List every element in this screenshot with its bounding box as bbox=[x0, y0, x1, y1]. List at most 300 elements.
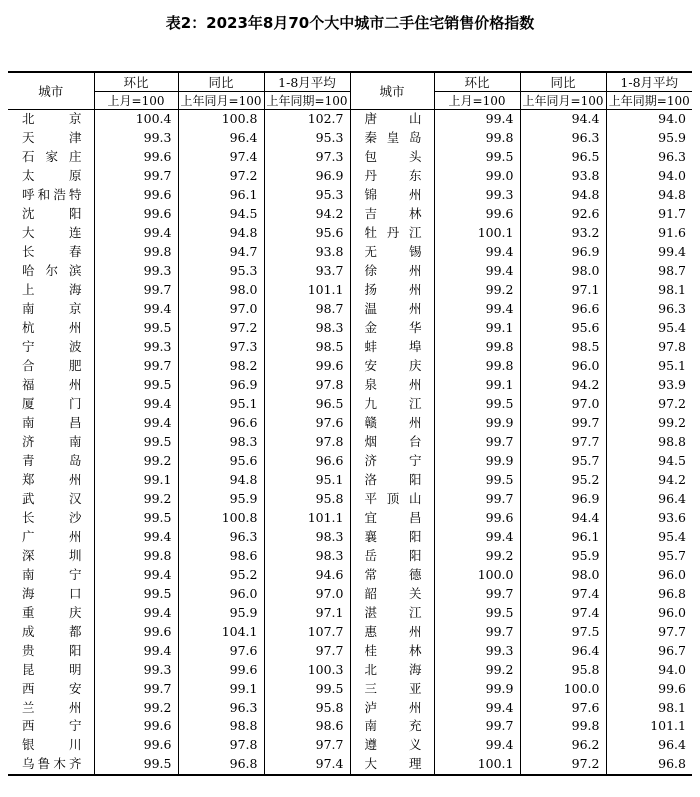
mom-value-left: 99.2 bbox=[94, 489, 178, 508]
city-name-right: 丹 东 bbox=[350, 167, 434, 186]
city-name-right: 烟 台 bbox=[350, 432, 434, 451]
city-name-left: 武 汉 bbox=[8, 489, 94, 508]
avg-value-right: 93.6 bbox=[606, 508, 692, 527]
mom-value-left: 99.8 bbox=[94, 546, 178, 565]
avg-value-left: 101.1 bbox=[264, 281, 350, 300]
yoy-value-left: 96.6 bbox=[178, 414, 264, 433]
yoy-value-left: 95.9 bbox=[178, 603, 264, 622]
mom-value-left: 99.6 bbox=[94, 736, 178, 755]
mom-value-left: 99.4 bbox=[94, 641, 178, 660]
city-name-left: 长 沙 bbox=[8, 508, 94, 527]
mom-value-left: 99.3 bbox=[94, 129, 178, 148]
avg-value-left: 97.6 bbox=[264, 414, 350, 433]
avg-value-left: 94.6 bbox=[264, 565, 350, 584]
mom-value-left: 99.7 bbox=[94, 167, 178, 186]
mom-value-right: 99.2 bbox=[434, 660, 520, 679]
yoy-value-left: 98.2 bbox=[178, 357, 264, 376]
header-avg-base-right: 上年同期=100 bbox=[606, 92, 692, 110]
city-name-right: 三 亚 bbox=[350, 679, 434, 698]
yoy-value-left: 97.8 bbox=[178, 736, 264, 755]
mom-value-left: 99.5 bbox=[94, 584, 178, 603]
table-row bbox=[8, 755, 692, 775]
city-name-right: 包 头 bbox=[350, 148, 434, 167]
city-name-left: 杭 州 bbox=[8, 319, 94, 338]
table-row bbox=[8, 451, 692, 470]
mom-value-left: 99.4 bbox=[94, 414, 178, 433]
header-mom-left: 环比 bbox=[94, 72, 178, 92]
avg-value-right: 95.1 bbox=[606, 357, 692, 376]
yoy-value-right: 96.4 bbox=[520, 641, 606, 660]
yoy-value-left: 96.3 bbox=[178, 698, 264, 717]
header-mom-base-left: 上月=100 bbox=[94, 92, 178, 110]
mom-value-right: 99.0 bbox=[434, 167, 520, 186]
mom-value-left: 99.7 bbox=[94, 679, 178, 698]
yoy-value-left: 100.8 bbox=[178, 110, 264, 129]
avg-value-left: 95.8 bbox=[264, 698, 350, 717]
header-mom-base-right: 上月=100 bbox=[434, 92, 520, 110]
yoy-value-right: 92.6 bbox=[520, 205, 606, 224]
mom-value-right: 99.9 bbox=[434, 414, 520, 433]
city-name-left: 成 都 bbox=[8, 622, 94, 641]
yoy-value-right: 97.7 bbox=[520, 432, 606, 451]
mom-value-left: 99.5 bbox=[94, 376, 178, 395]
city-name-right: 赣 州 bbox=[350, 414, 434, 433]
city-name-left: 银 川 bbox=[8, 736, 94, 755]
mom-value-right: 99.5 bbox=[434, 470, 520, 489]
yoy-value-right: 97.6 bbox=[520, 698, 606, 717]
city-name-right: 九 江 bbox=[350, 395, 434, 414]
avg-value-right: 96.7 bbox=[606, 641, 692, 660]
mom-value-right: 99.7 bbox=[434, 432, 520, 451]
city-name-left: 石家庄 bbox=[8, 148, 94, 167]
avg-value-right: 94.8 bbox=[606, 186, 692, 205]
city-name-left: 广 州 bbox=[8, 527, 94, 546]
yoy-value-right: 97.4 bbox=[520, 584, 606, 603]
city-name-right: 扬 州 bbox=[350, 281, 434, 300]
mom-value-left: 99.2 bbox=[94, 698, 178, 717]
yoy-value-right: 94.4 bbox=[520, 110, 606, 129]
mom-value-left: 99.6 bbox=[94, 622, 178, 641]
mom-value-left: 99.1 bbox=[94, 470, 178, 489]
yoy-value-right: 96.2 bbox=[520, 736, 606, 755]
mom-value-left: 99.6 bbox=[94, 717, 178, 736]
yoy-value-left: 94.8 bbox=[178, 470, 264, 489]
yoy-value-left: 95.6 bbox=[178, 451, 264, 470]
city-name-left: 福 州 bbox=[8, 376, 94, 395]
mom-value-left: 99.5 bbox=[94, 508, 178, 527]
yoy-value-left: 94.5 bbox=[178, 205, 264, 224]
avg-value-right: 94.0 bbox=[606, 110, 692, 129]
city-name-right: 济 宁 bbox=[350, 451, 434, 470]
table-row bbox=[8, 319, 692, 338]
table-row bbox=[8, 300, 692, 319]
table-row bbox=[8, 508, 692, 527]
table-row bbox=[8, 660, 692, 679]
table-row bbox=[8, 698, 692, 717]
yoy-value-right: 95.6 bbox=[520, 319, 606, 338]
city-name-right: 唐 山 bbox=[350, 110, 434, 129]
city-name-right: 温 州 bbox=[350, 300, 434, 319]
mom-value-right: 99.2 bbox=[434, 281, 520, 300]
header-avg-base-left: 上年同期=100 bbox=[264, 92, 350, 110]
yoy-value-left: 97.0 bbox=[178, 300, 264, 319]
city-name-left: 济 南 bbox=[8, 432, 94, 451]
city-name-right: 无 锡 bbox=[350, 243, 434, 262]
table-row bbox=[8, 584, 692, 603]
avg-value-left: 97.1 bbox=[264, 603, 350, 622]
yoy-value-right: 94.8 bbox=[520, 186, 606, 205]
yoy-value-right: 97.2 bbox=[520, 755, 606, 775]
avg-value-left: 95.6 bbox=[264, 224, 350, 243]
yoy-value-right: 93.8 bbox=[520, 167, 606, 186]
avg-value-left: 97.7 bbox=[264, 641, 350, 660]
mom-value-right: 99.7 bbox=[434, 584, 520, 603]
avg-value-right: 93.9 bbox=[606, 376, 692, 395]
city-name-left: 昆 明 bbox=[8, 660, 94, 679]
avg-value-right: 96.4 bbox=[606, 736, 692, 755]
table-row bbox=[8, 243, 692, 262]
mom-value-left: 99.4 bbox=[94, 603, 178, 622]
yoy-value-right: 93.2 bbox=[520, 224, 606, 243]
city-name-right: 遵 义 bbox=[350, 736, 434, 755]
yoy-value-left: 97.6 bbox=[178, 641, 264, 660]
mom-value-left: 99.4 bbox=[94, 224, 178, 243]
city-name-right: 蚌 埠 bbox=[350, 338, 434, 357]
mom-value-left: 99.2 bbox=[94, 451, 178, 470]
city-name-left: 海 口 bbox=[8, 584, 94, 603]
yoy-value-right: 94.2 bbox=[520, 376, 606, 395]
city-name-left: 西 安 bbox=[8, 679, 94, 698]
yoy-value-right: 96.0 bbox=[520, 357, 606, 376]
table-row bbox=[8, 224, 692, 243]
yoy-value-left: 96.1 bbox=[178, 186, 264, 205]
mom-value-left: 99.5 bbox=[94, 432, 178, 451]
mom-value-right: 99.8 bbox=[434, 129, 520, 148]
city-name-left: 厦 门 bbox=[8, 395, 94, 414]
avg-value-right: 96.3 bbox=[606, 300, 692, 319]
city-name-right: 岳 阳 bbox=[350, 546, 434, 565]
avg-value-right: 99.4 bbox=[606, 243, 692, 262]
avg-value-right: 91.7 bbox=[606, 205, 692, 224]
yoy-value-left: 94.8 bbox=[178, 224, 264, 243]
avg-value-right: 91.6 bbox=[606, 224, 692, 243]
mom-value-right: 99.5 bbox=[434, 603, 520, 622]
avg-value-left: 95.3 bbox=[264, 186, 350, 205]
mom-value-right: 99.1 bbox=[434, 376, 520, 395]
mom-value-right: 100.0 bbox=[434, 565, 520, 584]
city-name-left: 太 原 bbox=[8, 167, 94, 186]
mom-value-right: 99.5 bbox=[434, 148, 520, 167]
yoy-value-right: 96.3 bbox=[520, 129, 606, 148]
table-row bbox=[8, 357, 692, 376]
mom-value-left: 99.3 bbox=[94, 338, 178, 357]
city-name-left: 宁 波 bbox=[8, 338, 94, 357]
avg-value-right: 95.7 bbox=[606, 546, 692, 565]
table-row bbox=[8, 546, 692, 565]
mom-value-right: 99.1 bbox=[434, 319, 520, 338]
table-row bbox=[8, 148, 692, 167]
avg-value-right: 96.0 bbox=[606, 565, 692, 584]
yoy-value-left: 98.0 bbox=[178, 281, 264, 300]
avg-value-right: 99.6 bbox=[606, 679, 692, 698]
city-name-right: 北 海 bbox=[350, 660, 434, 679]
yoy-value-left: 98.8 bbox=[178, 717, 264, 736]
mom-value-right: 99.8 bbox=[434, 338, 520, 357]
yoy-value-right: 98.0 bbox=[520, 565, 606, 584]
avg-value-right: 96.8 bbox=[606, 584, 692, 603]
yoy-value-left: 96.0 bbox=[178, 584, 264, 603]
avg-value-right: 96.8 bbox=[606, 755, 692, 775]
header-city-right: 城市 bbox=[350, 72, 434, 110]
avg-value-right: 98.7 bbox=[606, 262, 692, 281]
mom-value-left: 99.7 bbox=[94, 357, 178, 376]
avg-value-right: 94.2 bbox=[606, 470, 692, 489]
avg-value-left: 98.3 bbox=[264, 319, 350, 338]
avg-value-left: 93.8 bbox=[264, 243, 350, 262]
table-row bbox=[8, 603, 692, 622]
yoy-value-right: 98.5 bbox=[520, 338, 606, 357]
mom-value-right: 99.6 bbox=[434, 508, 520, 527]
mom-value-right: 99.9 bbox=[434, 451, 520, 470]
avg-value-left: 96.9 bbox=[264, 167, 350, 186]
city-name-left: 兰 州 bbox=[8, 698, 94, 717]
table-body bbox=[8, 110, 692, 775]
yoy-value-left: 95.2 bbox=[178, 565, 264, 584]
city-name-left: 南 昌 bbox=[8, 414, 94, 433]
city-name-left: 呼和浩特 bbox=[8, 186, 94, 205]
yoy-value-left: 97.2 bbox=[178, 319, 264, 338]
avg-value-left: 101.1 bbox=[264, 508, 350, 527]
header-avg-right: 1-8月平均 bbox=[606, 72, 692, 92]
table-row bbox=[8, 167, 692, 186]
city-name-left: 天 津 bbox=[8, 129, 94, 148]
avg-value-left: 98.5 bbox=[264, 338, 350, 357]
table-row bbox=[8, 338, 692, 357]
city-name-left: 深 圳 bbox=[8, 546, 94, 565]
city-name-left: 长 春 bbox=[8, 243, 94, 262]
city-name-left: 贵 阳 bbox=[8, 641, 94, 660]
city-name-left: 沈 阳 bbox=[8, 205, 94, 224]
avg-value-left: 96.5 bbox=[264, 395, 350, 414]
yoy-value-left: 95.9 bbox=[178, 489, 264, 508]
mom-value-right: 99.4 bbox=[434, 736, 520, 755]
yoy-value-right: 96.5 bbox=[520, 148, 606, 167]
table-row bbox=[8, 376, 692, 395]
city-name-left: 上 海 bbox=[8, 281, 94, 300]
mom-value-right: 99.4 bbox=[434, 243, 520, 262]
avg-value-right: 95.4 bbox=[606, 319, 692, 338]
city-name-right: 惠 州 bbox=[350, 622, 434, 641]
yoy-value-left: 94.7 bbox=[178, 243, 264, 262]
mom-value-left: 99.3 bbox=[94, 262, 178, 281]
mom-value-right: 99.4 bbox=[434, 262, 520, 281]
table-row bbox=[8, 395, 692, 414]
avg-value-right: 98.8 bbox=[606, 432, 692, 451]
yoy-value-right: 94.4 bbox=[520, 508, 606, 527]
table-row bbox=[8, 262, 692, 281]
city-name-left: 郑 州 bbox=[8, 470, 94, 489]
avg-value-left: 95.1 bbox=[264, 470, 350, 489]
city-name-right: 锦 州 bbox=[350, 186, 434, 205]
yoy-value-left: 99.6 bbox=[178, 660, 264, 679]
city-name-left: 青 岛 bbox=[8, 451, 94, 470]
city-name-right: 常 德 bbox=[350, 565, 434, 584]
yoy-value-left: 95.1 bbox=[178, 395, 264, 414]
city-name-left: 北 京 bbox=[8, 110, 94, 129]
header-mom-right: 环比 bbox=[434, 72, 520, 92]
avg-value-right: 99.2 bbox=[606, 414, 692, 433]
city-name-right: 金 华 bbox=[350, 319, 434, 338]
avg-value-left: 95.8 bbox=[264, 489, 350, 508]
mom-value-right: 99.5 bbox=[434, 395, 520, 414]
city-name-left: 哈尔滨 bbox=[8, 262, 94, 281]
table-row bbox=[8, 110, 692, 129]
yoy-value-right: 96.9 bbox=[520, 489, 606, 508]
avg-value-left: 94.2 bbox=[264, 205, 350, 224]
avg-value-right: 94.0 bbox=[606, 660, 692, 679]
avg-value-right: 97.8 bbox=[606, 338, 692, 357]
yoy-value-left: 98.3 bbox=[178, 432, 264, 451]
mom-value-left: 99.6 bbox=[94, 148, 178, 167]
avg-value-left: 100.3 bbox=[264, 660, 350, 679]
mom-value-right: 99.4 bbox=[434, 698, 520, 717]
mom-value-left: 99.4 bbox=[94, 527, 178, 546]
yoy-value-right: 95.8 bbox=[520, 660, 606, 679]
mom-value-left: 99.4 bbox=[94, 300, 178, 319]
mom-value-left: 99.4 bbox=[94, 395, 178, 414]
avg-value-right: 96.0 bbox=[606, 603, 692, 622]
header-city-left: 城市 bbox=[8, 72, 94, 110]
avg-value-left: 98.6 bbox=[264, 717, 350, 736]
mom-value-right: 99.4 bbox=[434, 300, 520, 319]
yoy-value-right: 97.4 bbox=[520, 603, 606, 622]
city-name-right: 洛 阳 bbox=[350, 470, 434, 489]
mom-value-left: 99.7 bbox=[94, 281, 178, 300]
avg-value-right: 96.3 bbox=[606, 148, 692, 167]
avg-value-left: 97.8 bbox=[264, 432, 350, 451]
city-name-right: 宜 昌 bbox=[350, 508, 434, 527]
avg-value-right: 97.7 bbox=[606, 622, 692, 641]
avg-value-left: 98.7 bbox=[264, 300, 350, 319]
city-name-right: 泸 州 bbox=[350, 698, 434, 717]
city-name-right: 桂 林 bbox=[350, 641, 434, 660]
yoy-value-right: 99.7 bbox=[520, 414, 606, 433]
city-name-right: 襄 阳 bbox=[350, 527, 434, 546]
city-name-left: 乌鲁木齐 bbox=[8, 755, 94, 775]
city-name-right: 泉 州 bbox=[350, 376, 434, 395]
avg-value-right: 94.0 bbox=[606, 167, 692, 186]
avg-value-right: 94.5 bbox=[606, 451, 692, 470]
avg-value-left: 102.7 bbox=[264, 110, 350, 129]
avg-value-left: 93.7 bbox=[264, 262, 350, 281]
yoy-value-right: 96.9 bbox=[520, 243, 606, 262]
table-row bbox=[8, 432, 692, 451]
yoy-value-right: 97.1 bbox=[520, 281, 606, 300]
mom-value-left: 99.4 bbox=[94, 565, 178, 584]
table-row bbox=[8, 736, 692, 755]
city-name-right: 大 理 bbox=[350, 755, 434, 775]
yoy-value-left: 99.1 bbox=[178, 679, 264, 698]
city-name-left: 西 宁 bbox=[8, 717, 94, 736]
price-index-table bbox=[8, 71, 692, 776]
city-name-right: 牡丹江 bbox=[350, 224, 434, 243]
avg-value-left: 95.3 bbox=[264, 129, 350, 148]
yoy-value-right: 97.5 bbox=[520, 622, 606, 641]
table-row bbox=[8, 414, 692, 433]
avg-value-left: 96.6 bbox=[264, 451, 350, 470]
avg-value-left: 98.3 bbox=[264, 527, 350, 546]
yoy-value-left: 98.6 bbox=[178, 546, 264, 565]
table-row bbox=[8, 470, 692, 489]
city-name-right: 徐 州 bbox=[350, 262, 434, 281]
mom-value-right: 99.3 bbox=[434, 186, 520, 205]
mom-value-right: 99.3 bbox=[434, 641, 520, 660]
avg-value-right: 98.1 bbox=[606, 281, 692, 300]
city-name-left: 南 京 bbox=[8, 300, 94, 319]
mom-value-right: 99.8 bbox=[434, 357, 520, 376]
table-row bbox=[8, 281, 692, 300]
city-name-left: 南 宁 bbox=[8, 565, 94, 584]
yoy-value-right: 96.1 bbox=[520, 527, 606, 546]
mom-value-right: 99.7 bbox=[434, 717, 520, 736]
mom-value-left: 99.6 bbox=[94, 205, 178, 224]
mom-value-left: 100.4 bbox=[94, 110, 178, 129]
mom-value-right: 100.1 bbox=[434, 755, 520, 775]
header-avg-left: 1-8月平均 bbox=[264, 72, 350, 92]
yoy-value-left: 96.9 bbox=[178, 376, 264, 395]
header-yoy-base-right: 上年同月=100 bbox=[520, 92, 606, 110]
city-name-left: 重 庆 bbox=[8, 603, 94, 622]
header-yoy-base-left: 上年同月=100 bbox=[178, 92, 264, 110]
header-yoy-right: 同比 bbox=[520, 72, 606, 92]
city-name-right: 韶 关 bbox=[350, 584, 434, 603]
table-row bbox=[8, 129, 692, 148]
mom-value-right: 99.7 bbox=[434, 489, 520, 508]
mom-value-right: 99.7 bbox=[434, 622, 520, 641]
yoy-value-left: 96.4 bbox=[178, 129, 264, 148]
yoy-value-left: 95.3 bbox=[178, 262, 264, 281]
yoy-value-left: 100.8 bbox=[178, 508, 264, 527]
table-row bbox=[8, 565, 692, 584]
city-name-right: 湛 江 bbox=[350, 603, 434, 622]
city-name-left: 合 肥 bbox=[8, 357, 94, 376]
yoy-value-right: 95.2 bbox=[520, 470, 606, 489]
avg-value-left: 97.7 bbox=[264, 736, 350, 755]
table-row bbox=[8, 679, 692, 698]
mom-value-right: 100.1 bbox=[434, 224, 520, 243]
mom-value-right: 99.9 bbox=[434, 679, 520, 698]
yoy-value-right: 100.0 bbox=[520, 679, 606, 698]
yoy-value-right: 95.7 bbox=[520, 451, 606, 470]
avg-value-right: 96.4 bbox=[606, 489, 692, 508]
avg-value-left: 107.7 bbox=[264, 622, 350, 641]
avg-value-left: 99.6 bbox=[264, 357, 350, 376]
city-name-right: 安 庆 bbox=[350, 357, 434, 376]
table-row bbox=[8, 641, 692, 660]
city-name-right: 平顶山 bbox=[350, 489, 434, 508]
table-row bbox=[8, 717, 692, 736]
avg-value-left: 97.8 bbox=[264, 376, 350, 395]
table-title: 表2：2023年8月70个大中城市二手住宅销售价格指数 bbox=[165, 14, 535, 32]
table-row bbox=[8, 186, 692, 205]
avg-value-left: 97.0 bbox=[264, 584, 350, 603]
mom-value-right: 99.6 bbox=[434, 205, 520, 224]
mom-value-right: 99.4 bbox=[434, 527, 520, 546]
yoy-value-right: 95.9 bbox=[520, 546, 606, 565]
yoy-value-left: 97.4 bbox=[178, 148, 264, 167]
table-row bbox=[8, 205, 692, 224]
city-name-right: 吉 林 bbox=[350, 205, 434, 224]
